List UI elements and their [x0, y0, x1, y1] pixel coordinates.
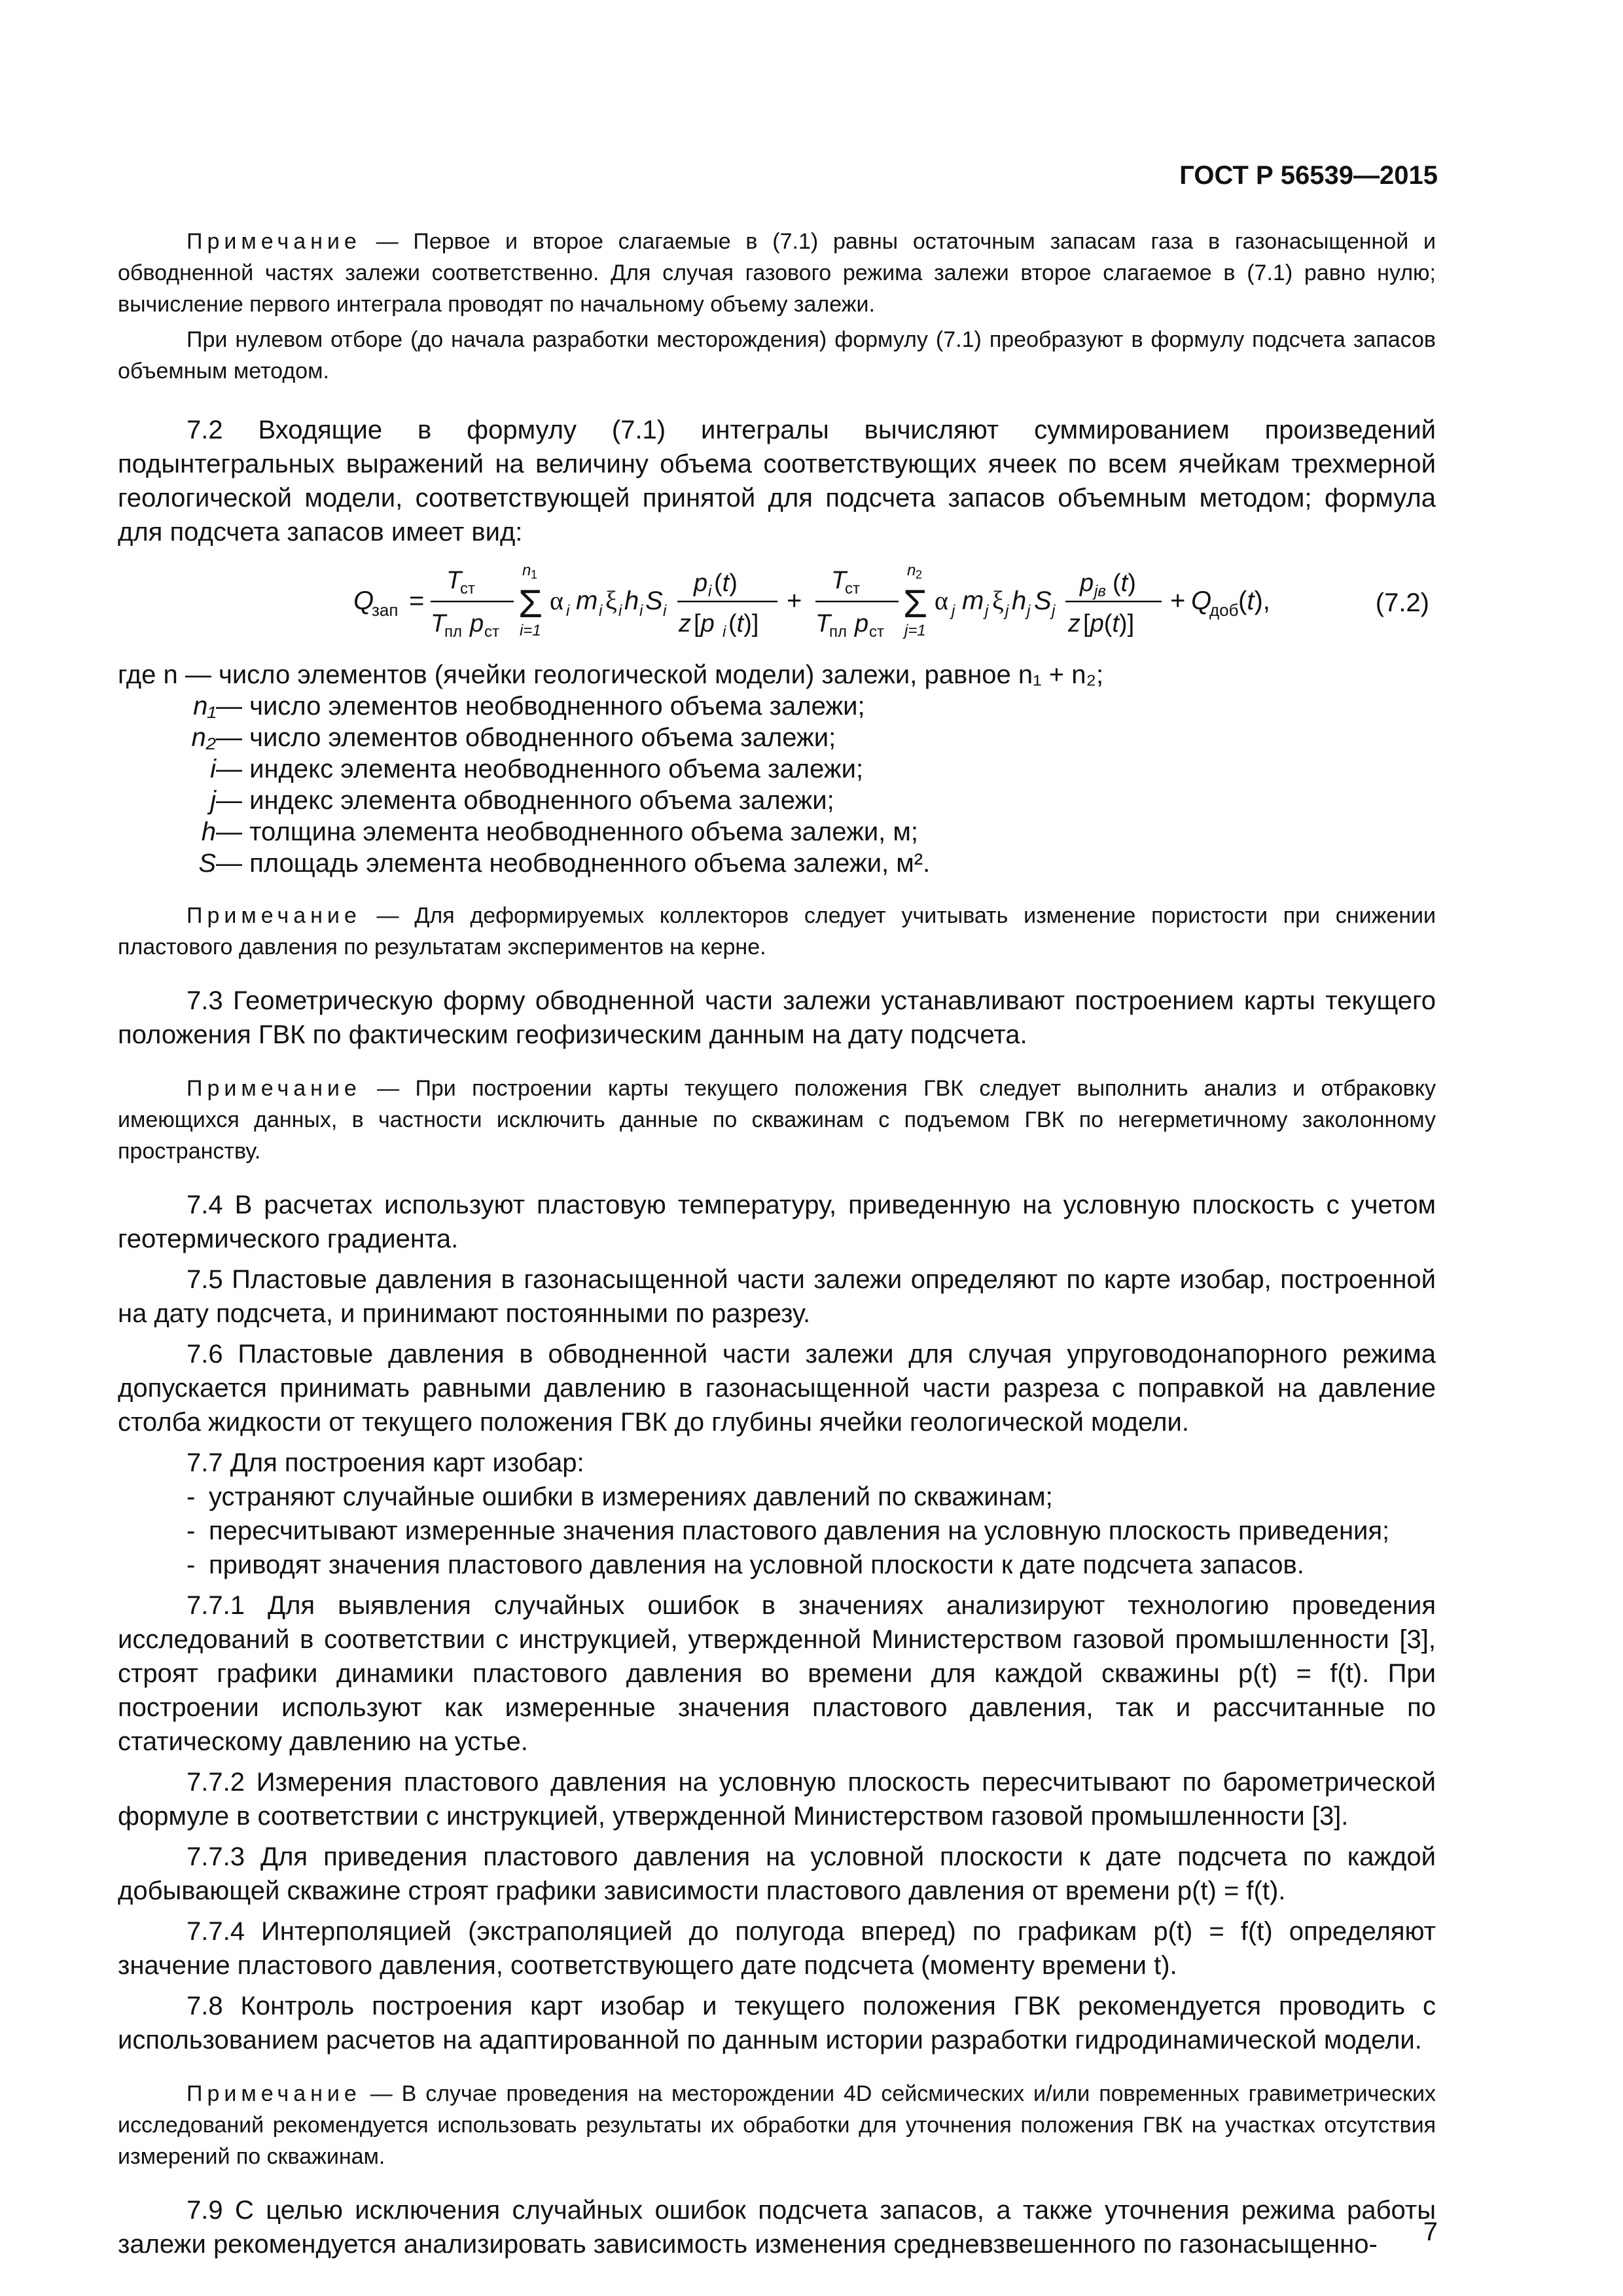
definition-text: — толщина элемента необводненного объема залежи, м;	[216, 817, 919, 846]
paragraph-7-9: 7.9 С целью исключения случайных ошибок подсчета запасов, а также уточнения режима работы залежи рекомендуется анализировать зависимость изменения средневзвешенного по газонасыщенно-	[118, 2196, 1436, 2259]
sum1-lower: i=1	[520, 622, 541, 639]
svg-text:i: i	[708, 583, 712, 600]
svg-text:ξ: ξ	[992, 586, 1004, 615]
svg-text:p: p	[855, 610, 869, 637]
definition-row	[118, 785, 1436, 816]
paragraph-7-6: 7.6 Пластовые давления в обводненной части залежи для случая упруговодонапорного режима допускается принимать равными давлению в газонасыщенной части разреза с поправкой на давление столба жидкости от текущего положения ГВК до глубины ячейки геологической модели.	[118, 1340, 1436, 1437]
where-lead: где	[118, 660, 156, 689]
definition-text: — число элементов обводненного объема залежи;	[216, 723, 836, 752]
svg-text:z: z	[1068, 610, 1080, 637]
definition-text: — индекс элемента обводненного объема залежи;	[216, 786, 834, 815]
definition-symbol: S	[198, 849, 216, 878]
p-jv-sub: jв	[1094, 583, 1106, 600]
formula-lhs: Q	[353, 586, 374, 615]
page-number: 7	[1423, 2217, 1438, 2246]
paragraph-7-2: 7.2 Входящие в формулу (7.1) интегралы вычисляют суммированием произведений подынтегральных выражений на величину объема соответствующих ячеек по всем ячейкам трехмерной геологической модели, соответствующей принятой для подсчета запасов объемным методом; формула для подсчета запасов имеет вид:	[118, 416, 1436, 547]
note-label: Примечание	[187, 903, 361, 928]
note-label: Примечание	[187, 229, 361, 254]
sum2-lower: j=1	[904, 622, 926, 639]
definition-row	[118, 691, 1436, 722]
definition-symbol: n₁	[193, 692, 216, 721]
svg-text:j: j	[1027, 602, 1031, 620]
definition-text: — индекс элемента необводненного объема залежи;	[216, 755, 864, 783]
sum1-upper: n	[522, 562, 531, 579]
svg-text:h: h	[1012, 586, 1027, 615]
paragraph-7-3: 7.3 Геометрическую форму обводненной части залежи устанавливают построением карты текущего положения ГВК по фактическим геофизическим данным на дату подсчета.	[118, 986, 1436, 1049]
standard-designation: ГОСТ Р 56539—2015	[1179, 161, 1438, 190]
svg-text:=: =	[409, 586, 425, 615]
svg-text:j: j	[1005, 602, 1009, 620]
paragraph-7-7-1: 7.7.1 Для выявления случайных ошибок в значениях анализируют технологию проведения исследований в соответствии с инструкцией, утвержденной Министерством газовой промышленности [3], строят графики динамики пластового давления во времени для каждой скважины p(t) = f(t). При построении используют как измеренные значения пластового давления, так и рассчитанные по статическому давлению на устье.	[118, 1591, 1436, 1756]
svg-text:T: T	[431, 610, 446, 637]
svg-text:T: T	[446, 567, 462, 594]
definition-row	[118, 753, 1436, 785]
svg-text:j: j	[1052, 602, 1056, 620]
svg-text:i: i	[618, 602, 622, 620]
svg-text:p: p	[694, 569, 708, 597]
definition-symbol: j	[210, 786, 216, 815]
sum2-upper: n	[907, 562, 916, 579]
svg-text:Σ: Σ	[903, 582, 928, 626]
list-item-text: устраняют случайные ошибки в измерениях давлений по скважинам;	[209, 1482, 1053, 1511]
page-content	[118, 226, 1436, 2261]
note-1-text: — Первое и второе слагаемые в (7.1) равны остаточным запасам газа в газонасыщенной и обводненной частях залежи соответственно. Для случая газового режима залежи второе слагаемое в (7.1) равно нулю; вычисление первого интеграла проводят по начальному объему залежи.	[118, 229, 1436, 317]
note-2-text: — Для деформируемых коллекторов следует учитывать изменение пористости при снижении пластового давления по результатам экспериментов на керне.	[118, 903, 1436, 960]
definition-row	[118, 722, 1436, 753]
svg-text:[p(t)]: [p(t)]	[1083, 610, 1135, 637]
formula-graphic	[353, 561, 1335, 645]
paragraph-7-7: 7.7 Для построения карт изобар:	[187, 1448, 584, 1477]
svg-text:j: j	[952, 602, 955, 620]
svg-text:p: p	[1080, 569, 1094, 597]
svg-text:(t),: (t),	[1238, 586, 1270, 615]
svg-text:S: S	[1034, 586, 1052, 615]
note-4-text: — В случае проведения на месторождении 4D сейсмических и/или повременных гравиметрических исследований рекомендуется использовать результаты их обработки для уточнения положения ГВК на участках отсутствия измерений по скважинам.	[118, 2081, 1436, 2169]
svg-text:[p: [p	[694, 610, 715, 637]
svg-text:z: z	[679, 610, 691, 637]
svg-text:i: i	[599, 602, 603, 620]
svg-text:T: T	[815, 610, 831, 637]
p-st-sub-1: ст	[484, 623, 499, 641]
paragraph-7-7-2: 7.7.2 Измерения пластового давления на условную плоскость пересчитывают по барометрической формуле в соответствии с инструкцией, утвержденной Министерством газовой промышленности [3].	[118, 1768, 1436, 1831]
note-label: Примечание	[187, 2081, 361, 2106]
list-item: - приводят значения пластового давления на условной плоскости к дате подсчета запасов.	[187, 1548, 1436, 1582]
note-2	[118, 900, 1436, 963]
t-st-sub-1: ст	[460, 580, 475, 598]
svg-text:h: h	[624, 586, 639, 615]
paragraph-7-7-3: 7.7.3 Для приведения пластового давления на условной плоскости к дате подсчета по каждой добывающей скважине строят графики зависимости пластового давления от времени p(t) = f(t).	[118, 1842, 1436, 1905]
formula-lhs-sub: зап	[372, 600, 399, 620]
svg-text:(t): (t)	[1113, 569, 1136, 597]
definitions-list	[118, 691, 1436, 879]
list-item: - пересчитывают измеренные значения пластового давления на условную плоскость приведения;	[187, 1514, 1436, 1548]
definition-text: — площадь элемента необводненного объема залежи, м².	[216, 849, 931, 878]
sum1-upper-sub: 1	[531, 568, 538, 581]
svg-text:j: j	[985, 602, 989, 620]
svg-text:+: +	[787, 586, 802, 615]
svg-text:Σ: Σ	[518, 582, 543, 626]
note-4	[118, 2078, 1436, 2172]
definition-row	[118, 816, 1436, 848]
paragraph-7-5: 7.5 Пластовые давления в газонасыщенной части залежи определяют по карте изобар, построенной на дату подсчета, и принимают постоянными по разрезу.	[118, 1265, 1436, 1328]
definition-symbol: n₂	[191, 723, 216, 752]
definition-symbol: h	[201, 817, 216, 846]
list-7-7	[118, 1480, 1436, 1582]
list-item: - устраняют случайные ошибки в измерениях давлений по скважинам;	[187, 1480, 1436, 1514]
svg-text:α: α	[935, 586, 948, 615]
formula-number: (7.2)	[1375, 588, 1429, 617]
svg-text:m: m	[576, 586, 598, 615]
list-item-text: пересчитывают измеренные значения пластового давления на условную плоскость приведения;	[209, 1516, 1390, 1545]
note-3	[118, 1073, 1436, 1167]
svg-text:i: i	[639, 602, 643, 620]
svg-text:+: +	[1170, 586, 1186, 615]
where-n-definition: n — число элементов (ячейки геологической модели) залежи, равное n₁ + n₂;	[163, 660, 1104, 689]
svg-text:(t): (t)	[714, 569, 738, 597]
svg-text:i: i	[663, 602, 667, 620]
svg-text:ξ: ξ	[605, 586, 617, 615]
svg-text:p: p	[470, 610, 484, 637]
paragraph-7-8: 7.8 Контроль построения карт изобар и текущего положения ГВК рекомендуется проводить с использованием расчетов на адаптированной по данным истории разработки гидродинамической модели.	[118, 1992, 1436, 2054]
note-1	[118, 226, 1436, 320]
t-st-sub-2: ст	[845, 580, 860, 598]
svg-text:α: α	[550, 586, 563, 615]
definition-row	[118, 848, 1436, 879]
formula-7-2	[118, 561, 1436, 645]
note-label: Примечание	[187, 1076, 361, 1101]
svg-text:i: i	[722, 623, 726, 641]
svg-text:Q: Q	[1191, 586, 1212, 615]
definition-text: — число элементов необводненного объема залежи;	[216, 692, 865, 721]
list-item-text: приводят значения пластового давления на условной плоскости к дате подсчета запасов.	[209, 1551, 1304, 1579]
definition-symbol: i	[210, 755, 216, 783]
t-pl-sub-1: пл	[444, 623, 462, 641]
paragraph-7-7-4: 7.7.4 Интерполяцией (экстраполяцией до полугода вперед) по графикам p(t) = f(t) определяют значение пластового давления, соответствующего дате подсчета (моменту времени t).	[118, 1917, 1436, 1980]
p-st-sub-2: ст	[869, 623, 884, 641]
svg-text:i: i	[566, 602, 570, 620]
svg-text:m: m	[962, 586, 984, 615]
svg-text:T: T	[831, 567, 847, 594]
svg-text:(t)]: (t)]	[728, 610, 759, 637]
note-3-text: — При построении карты текущего положения ГВК следует выполнить анализ и отбраковку имеющихся данных, в частности исключить данные по скважинам с подъемом ГВК по негерметичному заколонному пространству.	[118, 1076, 1436, 1164]
svg-text:S: S	[645, 586, 663, 615]
t-pl-sub-2: пл	[829, 623, 847, 641]
note-1-continuation: При нулевом отборе (до начала разработки месторождения) формулу (7.1) преобразуют в формулу подсчета запасов объемным методом.	[118, 327, 1436, 384]
where-line	[118, 659, 1436, 691]
paragraph-7-4: 7.4 В расчетах используют пластовую температуру, приведенную на условную плоскость с учетом геотермического градиента.	[118, 1191, 1436, 1253]
q-dob-sub: доб	[1209, 600, 1239, 620]
sum2-upper-sub: 2	[916, 568, 923, 581]
